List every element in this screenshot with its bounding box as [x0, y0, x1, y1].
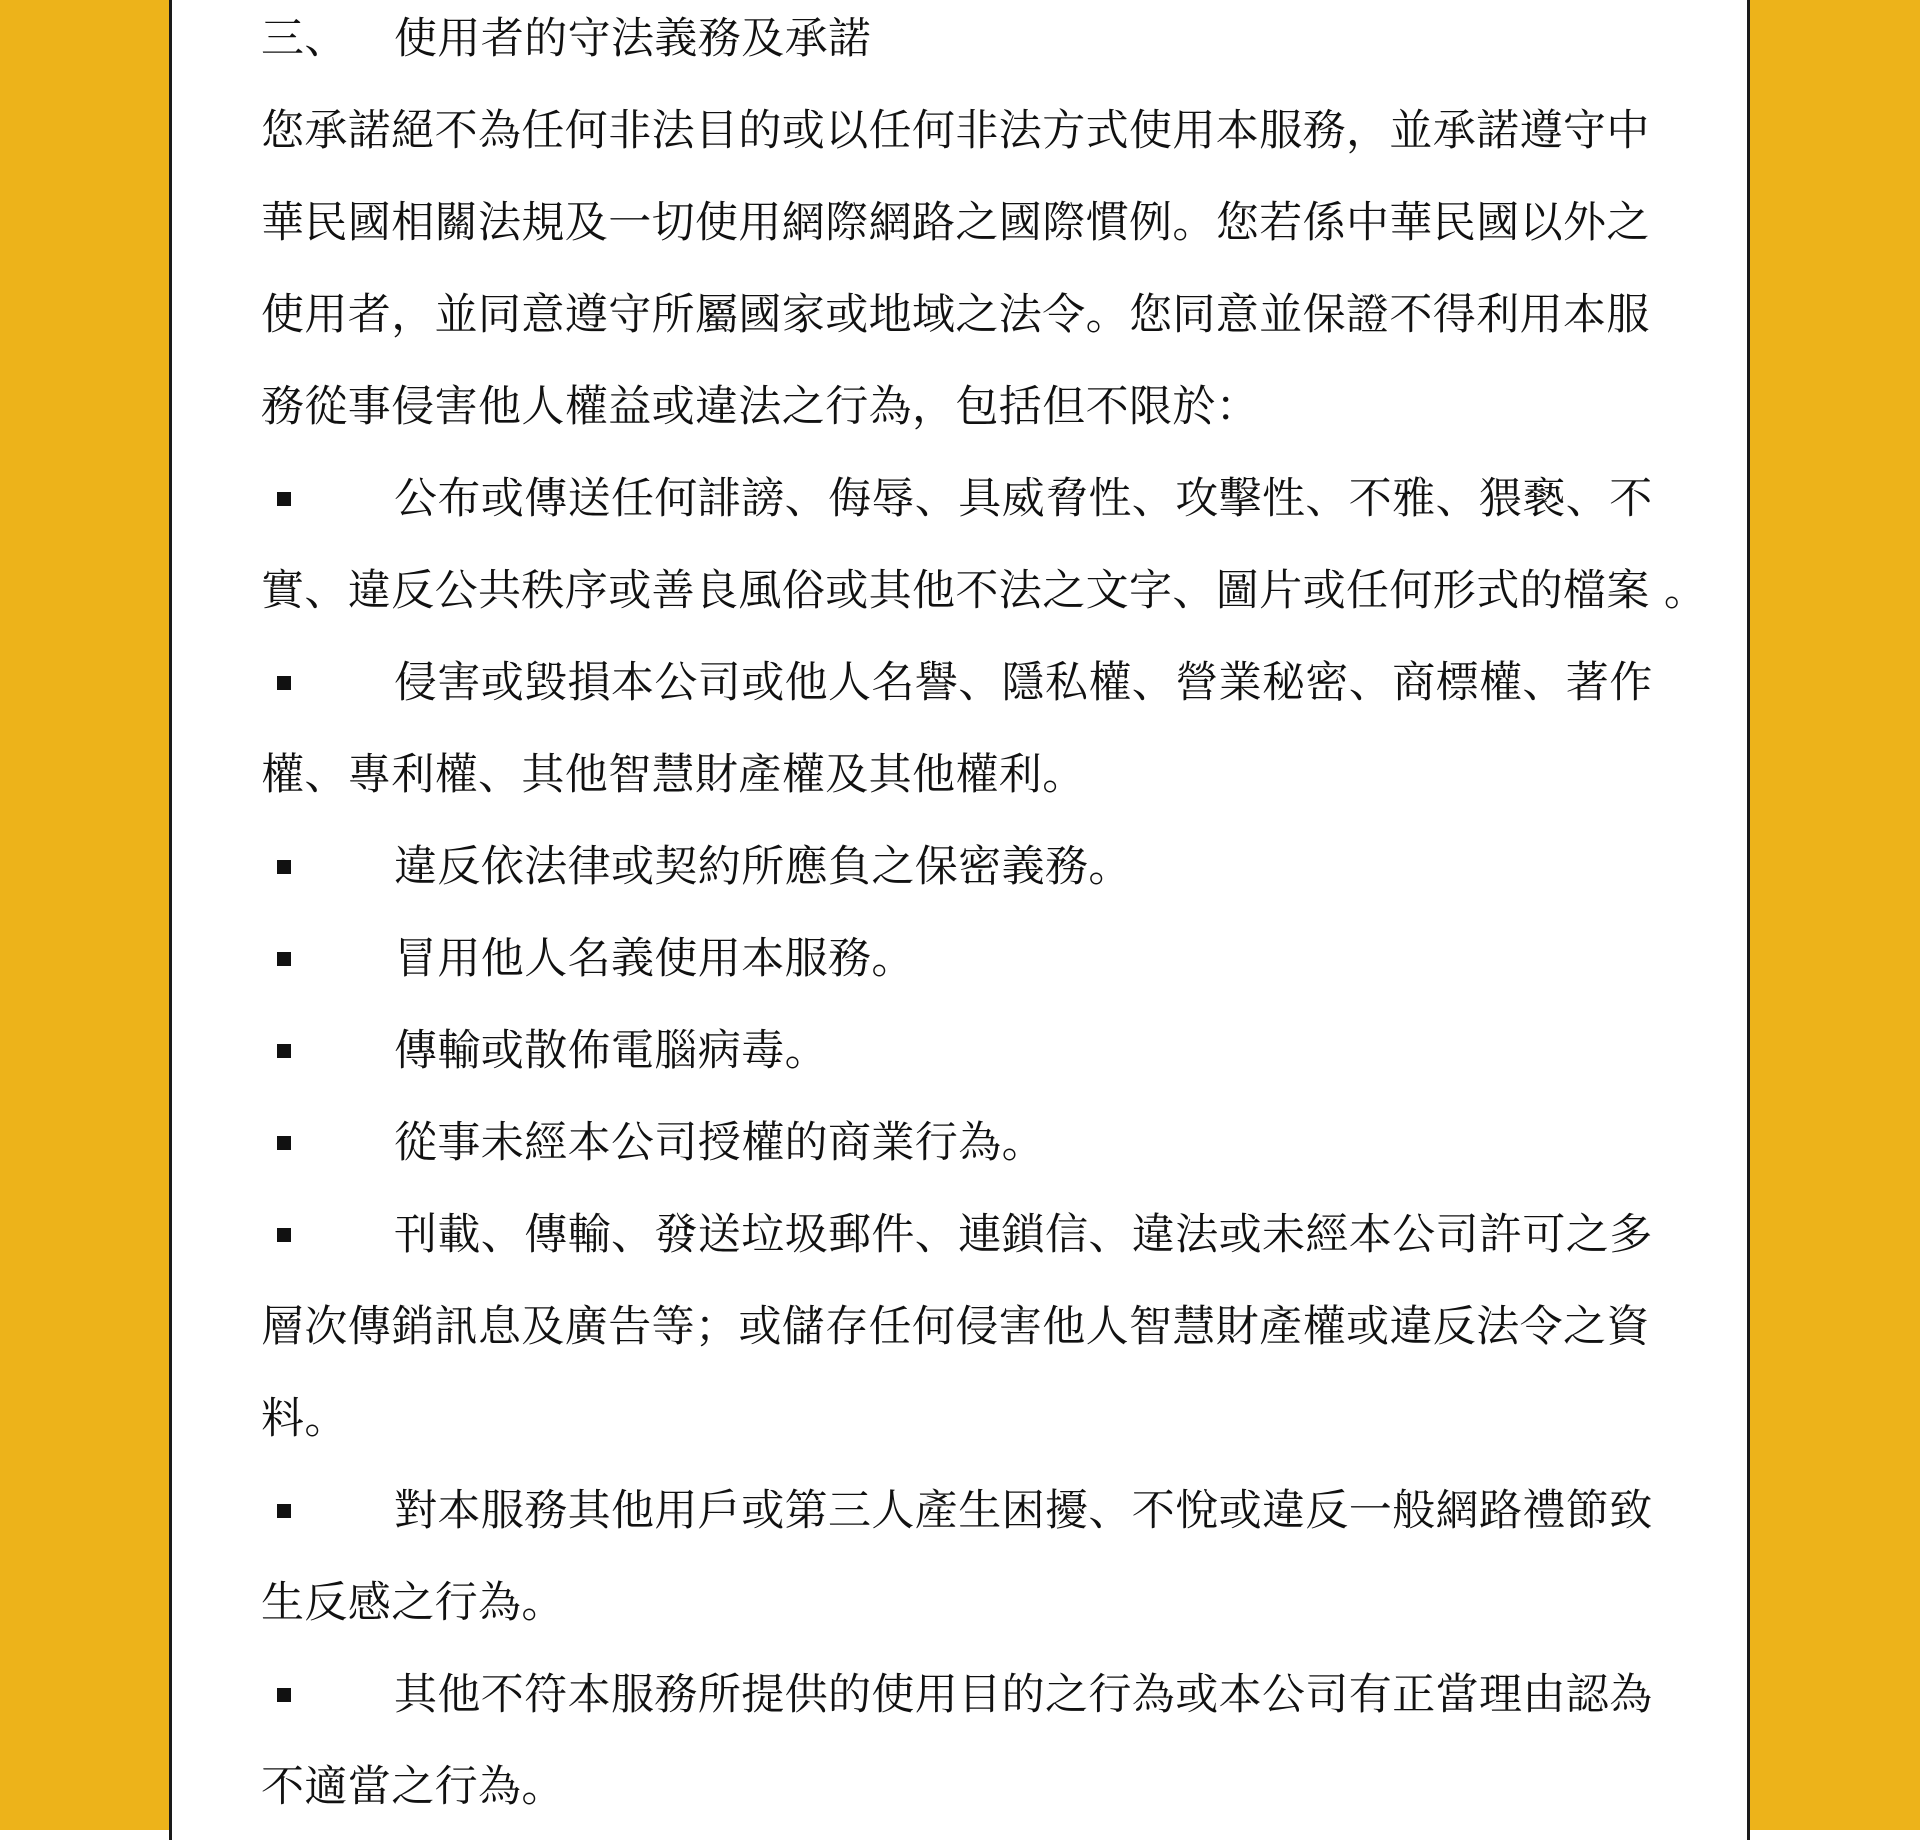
- square-bullet-icon: [277, 860, 291, 874]
- intro-line: 華民國相關法規及一切使用網際網路之國際慣例。您若係中華民國以外之: [261, 198, 1650, 248]
- square-bullet-icon: [277, 952, 291, 966]
- intro-paragraph: [261, 92, 1721, 460]
- list-item: [261, 644, 1721, 828]
- section-number: 三、: [261, 14, 348, 64]
- list-item-text: 其他不符本服務所提供的使用目的之行為或本公司有正當理由認為: [394, 1670, 1653, 1720]
- document-content: [261, 0, 1721, 1840]
- list-item-text: 公布或傳送任何誹謗、侮辱、具威脅性、攻擊性、不雅、猥褻、不: [394, 474, 1653, 524]
- intro-line: 您承諾絕不為任何非法目的或以任何非法方式使用本服務，並承諾遵守中: [261, 106, 1650, 156]
- list-item: [261, 1196, 1721, 1472]
- list-item-continuation: 不適當之行為。: [261, 1762, 565, 1812]
- list-item-first-line: [261, 1104, 1721, 1196]
- square-bullet-icon: [277, 1136, 291, 1150]
- list-item-first-line: [261, 1656, 1721, 1748]
- section-title: 使用者的守法義務及承諾: [394, 14, 872, 64]
- square-bullet-icon: [277, 1688, 291, 1702]
- list-item-continuation: 料。: [261, 1394, 348, 1444]
- prohibited-acts-list: [261, 460, 1721, 1840]
- list-item-text: 刊載、傳輸、發送垃圾郵件、連鎖信、違法或未經本公司許可之多: [394, 1210, 1653, 1260]
- square-bullet-icon: [277, 1044, 291, 1058]
- list-item-continuation: 層次傳銷訊息及廣告等；或儲存任何侵害他人智慧財產權或違反法令之資: [261, 1302, 1650, 1352]
- square-bullet-icon: [277, 676, 291, 690]
- section-heading: [261, 0, 1721, 92]
- list-item: [261, 1656, 1721, 1840]
- list-item: [261, 1012, 1721, 1104]
- list-item-first-line: [261, 828, 1721, 920]
- list-item-text: 從事未經本公司授權的商業行為。: [394, 1118, 1045, 1168]
- list-item: [261, 828, 1721, 920]
- intro-line: 務從事侵害他人權益或違法之行為，包括但不限於：: [261, 382, 1260, 432]
- list-item: [261, 1472, 1721, 1656]
- list-item: [261, 920, 1721, 1012]
- list-item-first-line: [261, 1012, 1721, 1104]
- list-item-first-line: [261, 1196, 1721, 1288]
- list-item-text: 違反依法律或契約所應負之保密義務。: [394, 842, 1132, 892]
- list-item-continuation: 權、專利權、其他智慧財產權及其他權利。: [261, 750, 1086, 800]
- square-bullet-icon: [277, 1504, 291, 1518]
- list-item-first-line: [261, 920, 1721, 1012]
- square-bullet-icon: [277, 1228, 291, 1242]
- list-item-continuation: 生反感之行為。: [261, 1578, 565, 1628]
- list-item-text: 侵害或毀損本公司或他人名譽、隱私權、營業秘密、商標權、著作: [394, 658, 1653, 708]
- list-item-first-line: [261, 644, 1721, 736]
- list-item-first-line: [261, 1472, 1721, 1564]
- document-page: [169, 0, 1750, 1840]
- list-item: [261, 460, 1721, 644]
- list-item-first-line: [261, 460, 1721, 552]
- list-item-continuation: 實、違反公共秩序或善良風俗或其他不法之文字、圖片或任何形式的檔案 。: [261, 566, 1708, 616]
- list-item-text: 對本服務其他用戶或第三人產生困擾、不悅或違反一般網路禮節致: [394, 1486, 1653, 1536]
- square-bullet-icon: [277, 492, 291, 506]
- list-item-text: 冒用他人名義使用本服務。: [394, 934, 915, 984]
- intro-line: 使用者，並同意遵守所屬國家或地域之法令。您同意並保證不得利用本服: [261, 290, 1650, 340]
- list-item: [261, 1104, 1721, 1196]
- list-item-text: 傳輸或散佈電腦病毒。: [394, 1026, 828, 1076]
